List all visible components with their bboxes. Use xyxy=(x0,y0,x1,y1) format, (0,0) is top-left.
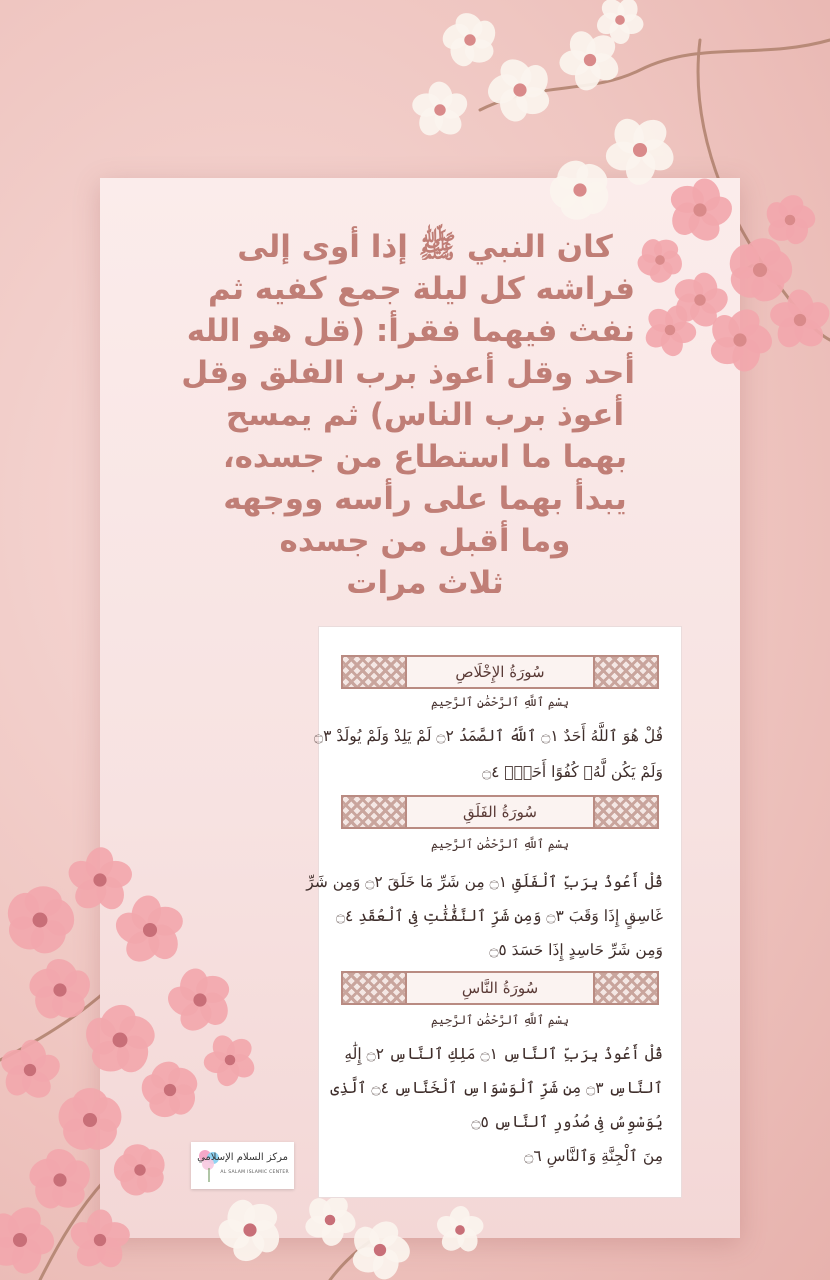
blossom-icon xyxy=(725,238,797,308)
logo-english-text: AL SALAM ISLAMIC CENTER xyxy=(220,1170,289,1175)
blossom-icon xyxy=(24,953,94,1022)
ornament-icon xyxy=(343,797,405,827)
center-logo xyxy=(191,1142,294,1189)
quran-page xyxy=(306,626,682,1198)
blossom-icon xyxy=(54,1088,126,1156)
blossom-icon xyxy=(482,53,552,125)
blossom-icon xyxy=(606,113,680,188)
blossom-icon xyxy=(433,1203,484,1255)
verse-line: وَلَمْ يَكُن لَّهُۥ كُفُوًا أَحَدٌۢ ۝٤ xyxy=(482,763,663,781)
blossom-icon xyxy=(138,1056,203,1118)
ornament-icon xyxy=(595,973,657,1003)
ornament-icon xyxy=(343,973,405,1003)
verse-line: قُلْ أَعُوذُ بِرَبِّ ٱلْفَلَقِ ۝١ مِن شَرِّ مَا خَلَقَ ۝٢ وَمِن شَرِّ xyxy=(306,873,663,891)
blossom-icon xyxy=(81,998,161,1076)
hadith-line: يبدأ بهما على رأسه ووجهه xyxy=(223,481,627,517)
blossom-icon xyxy=(412,78,472,139)
blossom-icon xyxy=(204,1032,259,1089)
hadith-line: أعوذ برب الناس) ثم يمسح xyxy=(225,397,625,433)
sura-title: سُورَةُ النَّاسِ xyxy=(405,973,595,1003)
ornament-icon xyxy=(343,657,405,687)
blossom-icon xyxy=(438,8,499,69)
sura-title: سُورَةُ الفَلَقِ xyxy=(405,797,595,827)
ornament-icon xyxy=(595,657,657,687)
verse-line: يُوَسْوِسُ فِى صُدُورِ ٱلنَّاسِ ۝٥ xyxy=(471,1113,663,1131)
blossom-icon xyxy=(350,1216,415,1280)
verse-line: ٱلنَّاسِ ۝٣ مِن شَرِّ ٱلْوَسْوَاسِ ٱلْخَنَّاسِ ۝٤ ٱلَّذِى xyxy=(330,1079,663,1097)
blossom-icon xyxy=(668,175,738,247)
blossom-icon xyxy=(24,1143,94,1212)
hadith-line: نفث فيهما فقرأ: (قل هو الله xyxy=(186,313,635,349)
logo-arabic-text: مركز السلام الإسلامي xyxy=(197,1152,288,1163)
hadith-line: بهما ما استطاع من جسده، xyxy=(222,439,628,475)
hadith-line: ثلاث مرات xyxy=(346,565,504,601)
hadith-text xyxy=(181,226,635,604)
ornament-icon xyxy=(595,797,657,827)
blossom-icon xyxy=(63,844,132,915)
blossom-icon xyxy=(65,1206,130,1272)
blossom-icon xyxy=(213,1196,284,1267)
verse-line: مِنَ ٱلْجِنَّةِ وَٱلنَّاسِ ۝٦ xyxy=(524,1147,663,1165)
blossom-icon xyxy=(546,155,613,220)
blossom-icon xyxy=(708,303,778,375)
blossom-icon xyxy=(1,1036,65,1103)
basmala: بِسْمِ ٱللَّهِ ٱلرَّحْمَٰنِ ٱلرَّحِيمِ xyxy=(430,837,569,851)
blossom-icon xyxy=(305,1191,360,1248)
blossom-icon xyxy=(633,236,685,287)
sura-banner-falaq xyxy=(341,795,659,829)
hadith-line: فراشه كل ليلة جمع كفيه ثم xyxy=(208,271,635,307)
verse-line: قُلْ هُوَ ٱللَّهُ أَحَدٌ ۝١ ٱللَّهُ ٱلصَّمَدُ ۝٢ لَمْ يَلِدْ وَلَمْ يُولَدْ ۝٣ xyxy=(314,727,663,745)
hadith-line: وما أقبل من جسده xyxy=(279,523,571,559)
sura-banner-nas xyxy=(341,971,659,1005)
hadith-line: كان النبي ﷺ إذا أوى إلى xyxy=(237,229,613,265)
hadith-line: أحد وقل أعوذ برب الفلق وقل xyxy=(181,355,635,391)
sura-banner-ikhlas xyxy=(341,655,659,689)
blossom-icon xyxy=(770,286,830,352)
sura-title: سُورَةُ الإِخْلَاصِ xyxy=(405,657,595,687)
blossom-icon xyxy=(0,1201,60,1278)
verse-line: وَمِن شَرِّ حَاسِدٍ إِذَا حَسَدَ ۝٥ xyxy=(489,941,663,959)
blossom-icon xyxy=(763,190,819,247)
basmala: بِسْمِ ٱللَّهِ ٱلرَّحْمَٰنِ ٱلرَّحِيمِ xyxy=(430,695,569,709)
verse-line: غَاسِقٍ إِذَا وَقَبَ ۝٣ وَمِن شَرِّ ٱلنَّفَّٰثَٰتِ فِى ٱلْعُقَدِ ۝٤ xyxy=(335,907,663,925)
blossom-icon xyxy=(2,886,78,960)
blossom-icon xyxy=(110,1144,168,1201)
basmala: بِسْمِ ٱللَّهِ ٱلرَّحْمَٰنِ ٱلرَّحِيمِ xyxy=(430,1013,569,1027)
verse-line: قُلْ أَعُوذُ بِرَبِّ ٱلنَّاسِ ۝١ مَلِكِ ٱلنَّاسِ ۝٢ إِلَٰهِ xyxy=(344,1045,663,1063)
blossom-icon xyxy=(162,965,232,1037)
